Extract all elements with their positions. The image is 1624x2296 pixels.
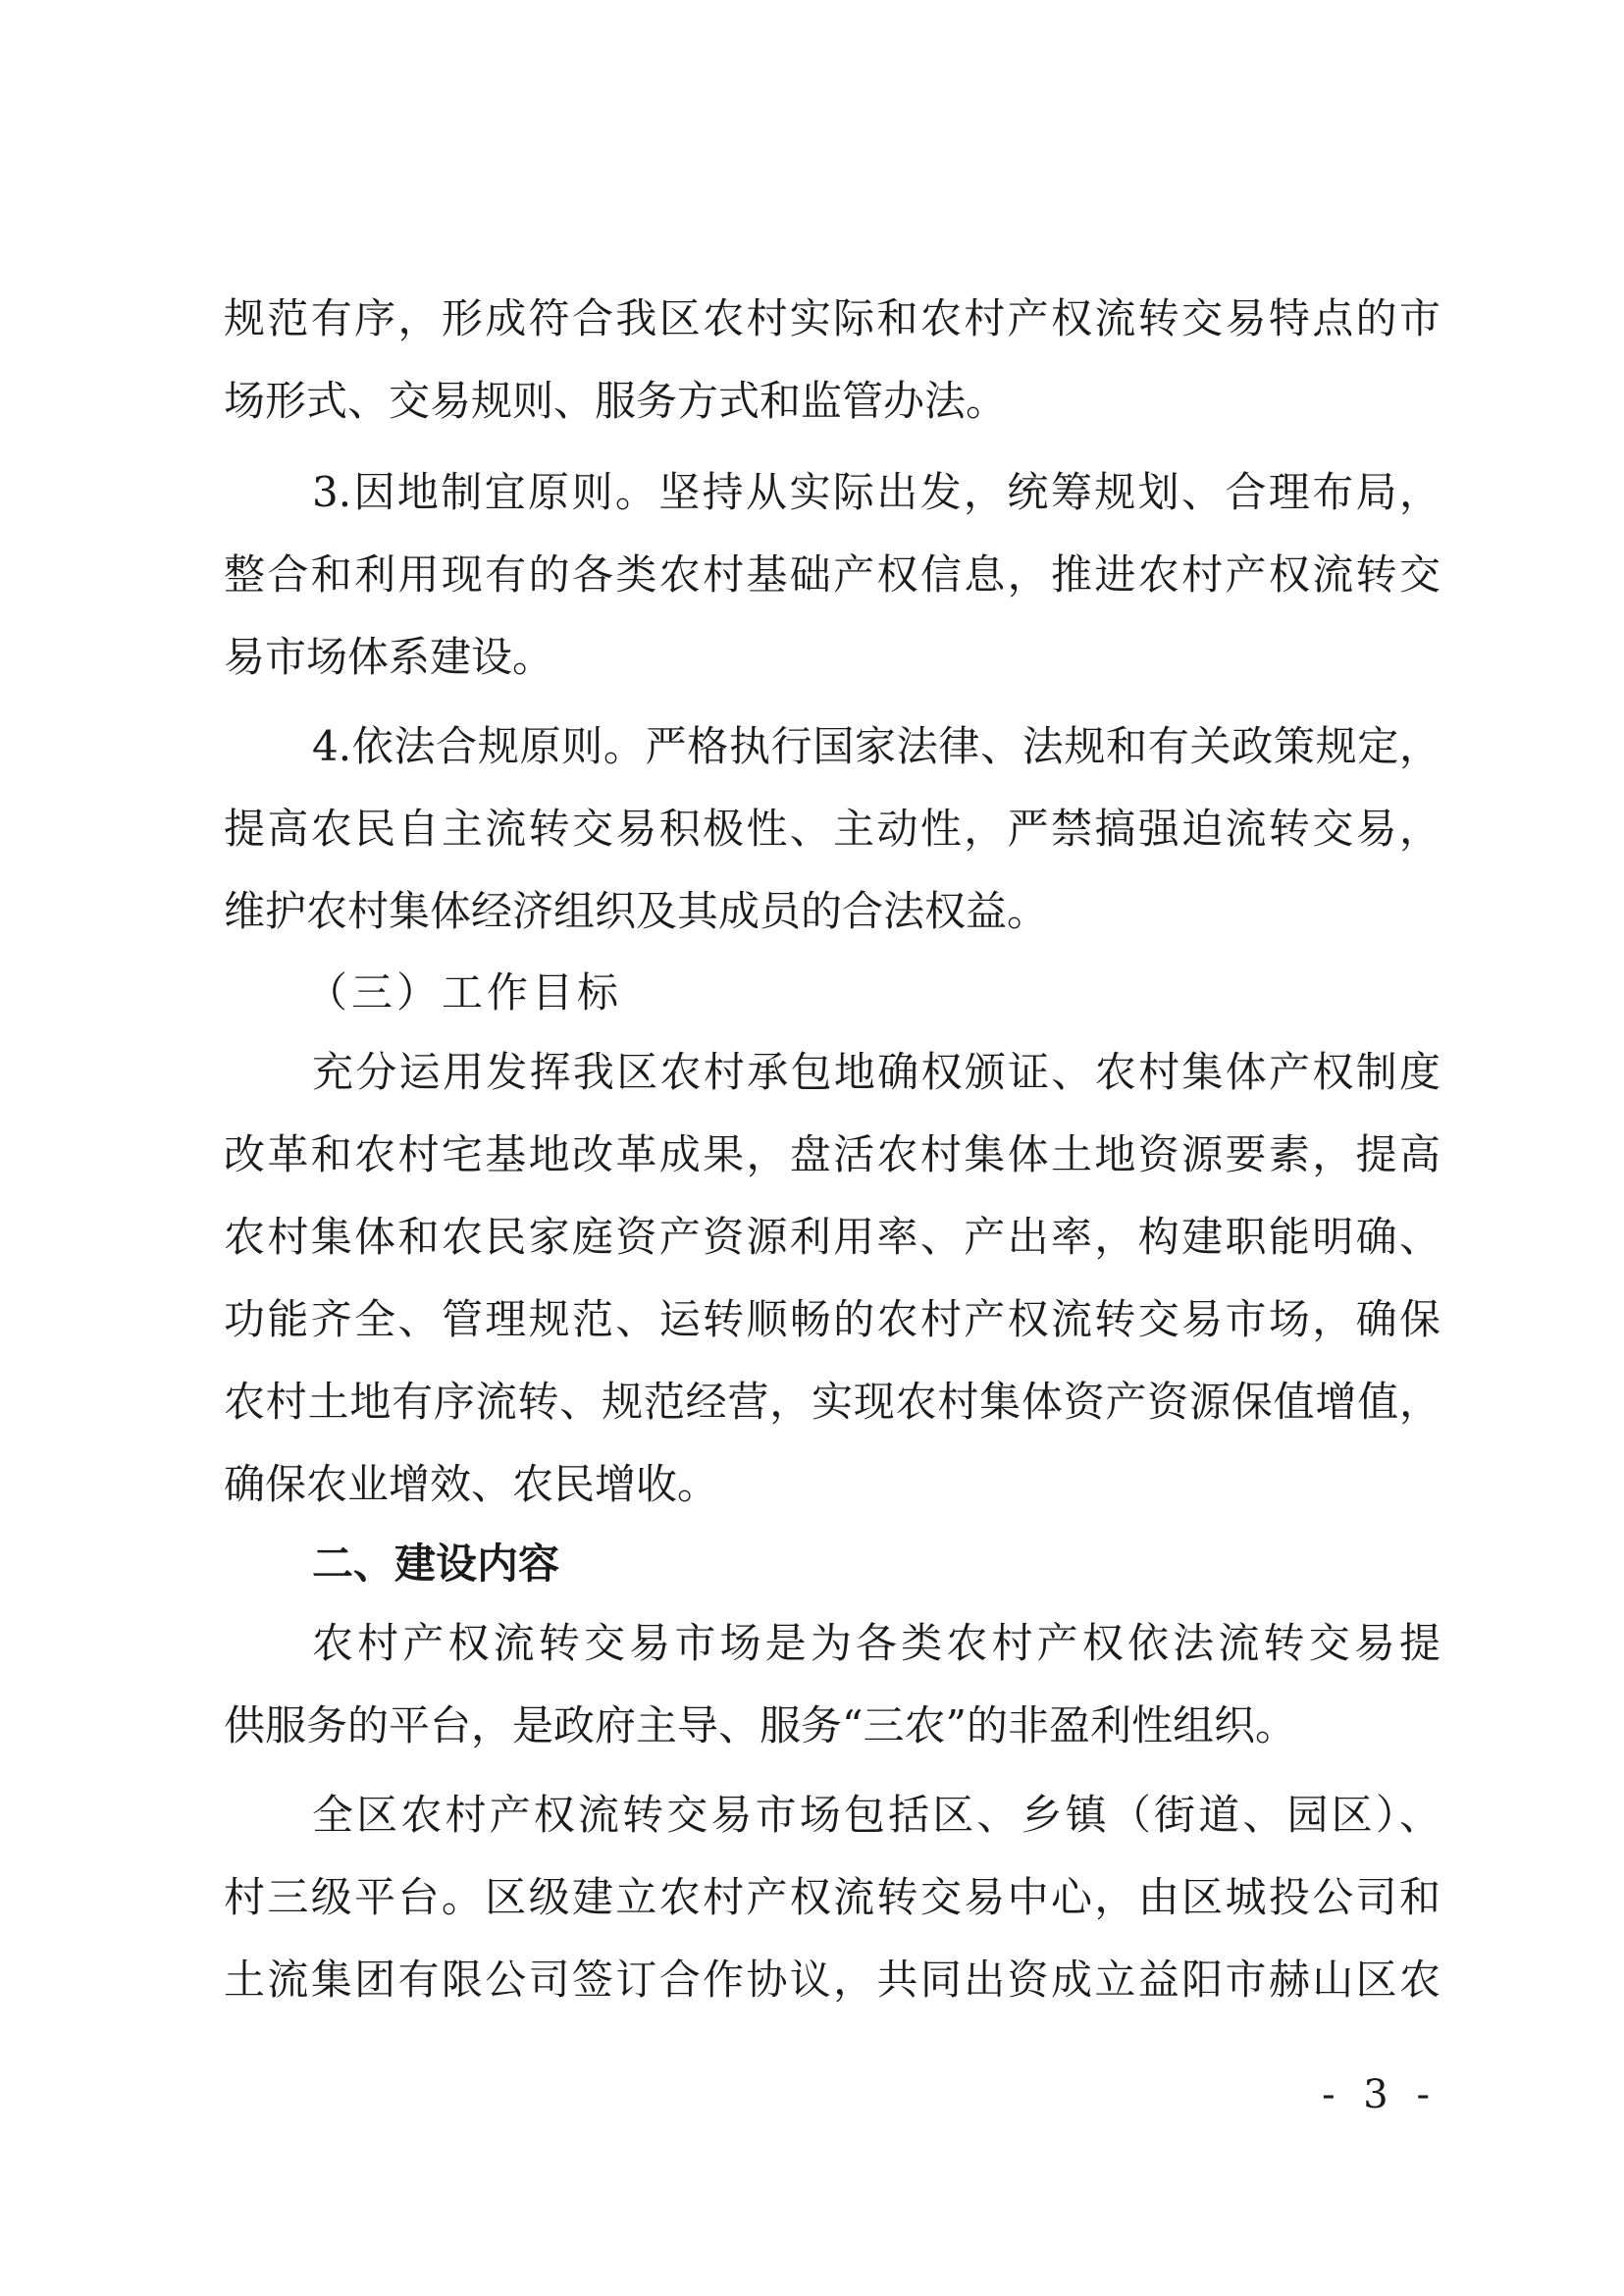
principle-4-line: 4.依法合规原则。严格执行国家法律、法规和有关政策规定， bbox=[312, 722, 1441, 770]
body-line: 维护农村集体经济组织及其成员的合法权益。 bbox=[224, 887, 1049, 935]
section-heading-construction-content: 二、建设内容 bbox=[312, 1539, 560, 1588]
body-line: 农村集体和农民家庭资产资源利用率、产出率，构建职能明确、 bbox=[224, 1213, 1441, 1261]
body-line: 功能齐全、管理规范、运转顺畅的农村产权流转交易市场，确保 bbox=[224, 1295, 1441, 1343]
body-line: 供服务的平台，是政府主导、服务“三农”的非盈利性组织。 bbox=[224, 1701, 1296, 1749]
body-line: 场形式、交易规则、服务方式和监管办法。 bbox=[224, 377, 1008, 425]
principle-3-line: 3.因地制宜原则。坚持从实际出发，统筹规划、合理布局， bbox=[312, 468, 1441, 516]
body-line: 农村土地有序流转、规范经营，实现农村集体资产资源保值增值， bbox=[224, 1378, 1441, 1426]
section-heading-work-goals: （三）工作目标 bbox=[306, 968, 623, 1017]
body-line: 充分运用发挥我区农村承包地确权颁证、农村集体产权制度 bbox=[312, 1048, 1441, 1096]
page-number: - 3 - bbox=[1322, 2072, 1438, 2117]
body-line: 易市场体系建设。 bbox=[224, 633, 554, 681]
body-line: 整合和利用现有的各类农村基础产权信息，推进农村产权流转交 bbox=[224, 550, 1441, 599]
body-line: 改革和农村宅基地改革成果，盘活农村集体土地资源要素，提高 bbox=[224, 1130, 1441, 1178]
body-line: 确保农业增效、农民增收。 bbox=[224, 1460, 719, 1508]
body-line: 规范有序，形成符合我区农村实际和农村产权流转交易特点的市 bbox=[224, 294, 1441, 342]
body-line: 村三级平台。区级建立农村产权流转交易中心，由区城投公司和 bbox=[224, 1873, 1441, 1921]
body-line: 全区农村产权流转交易市场包括区、乡镇（街道、园区）、 bbox=[312, 1791, 1441, 1839]
body-line: 农村产权流转交易市场是为各类农村产权依法流转交易提 bbox=[312, 1619, 1441, 1667]
body-line: 提高农民自主流转交易积极性、主动性，严禁搞强迫流转交易， bbox=[224, 805, 1441, 853]
body-line: 土流集团有限公司签订合作协议，共同出资成立益阳市赫山区农 bbox=[224, 1956, 1441, 2004]
